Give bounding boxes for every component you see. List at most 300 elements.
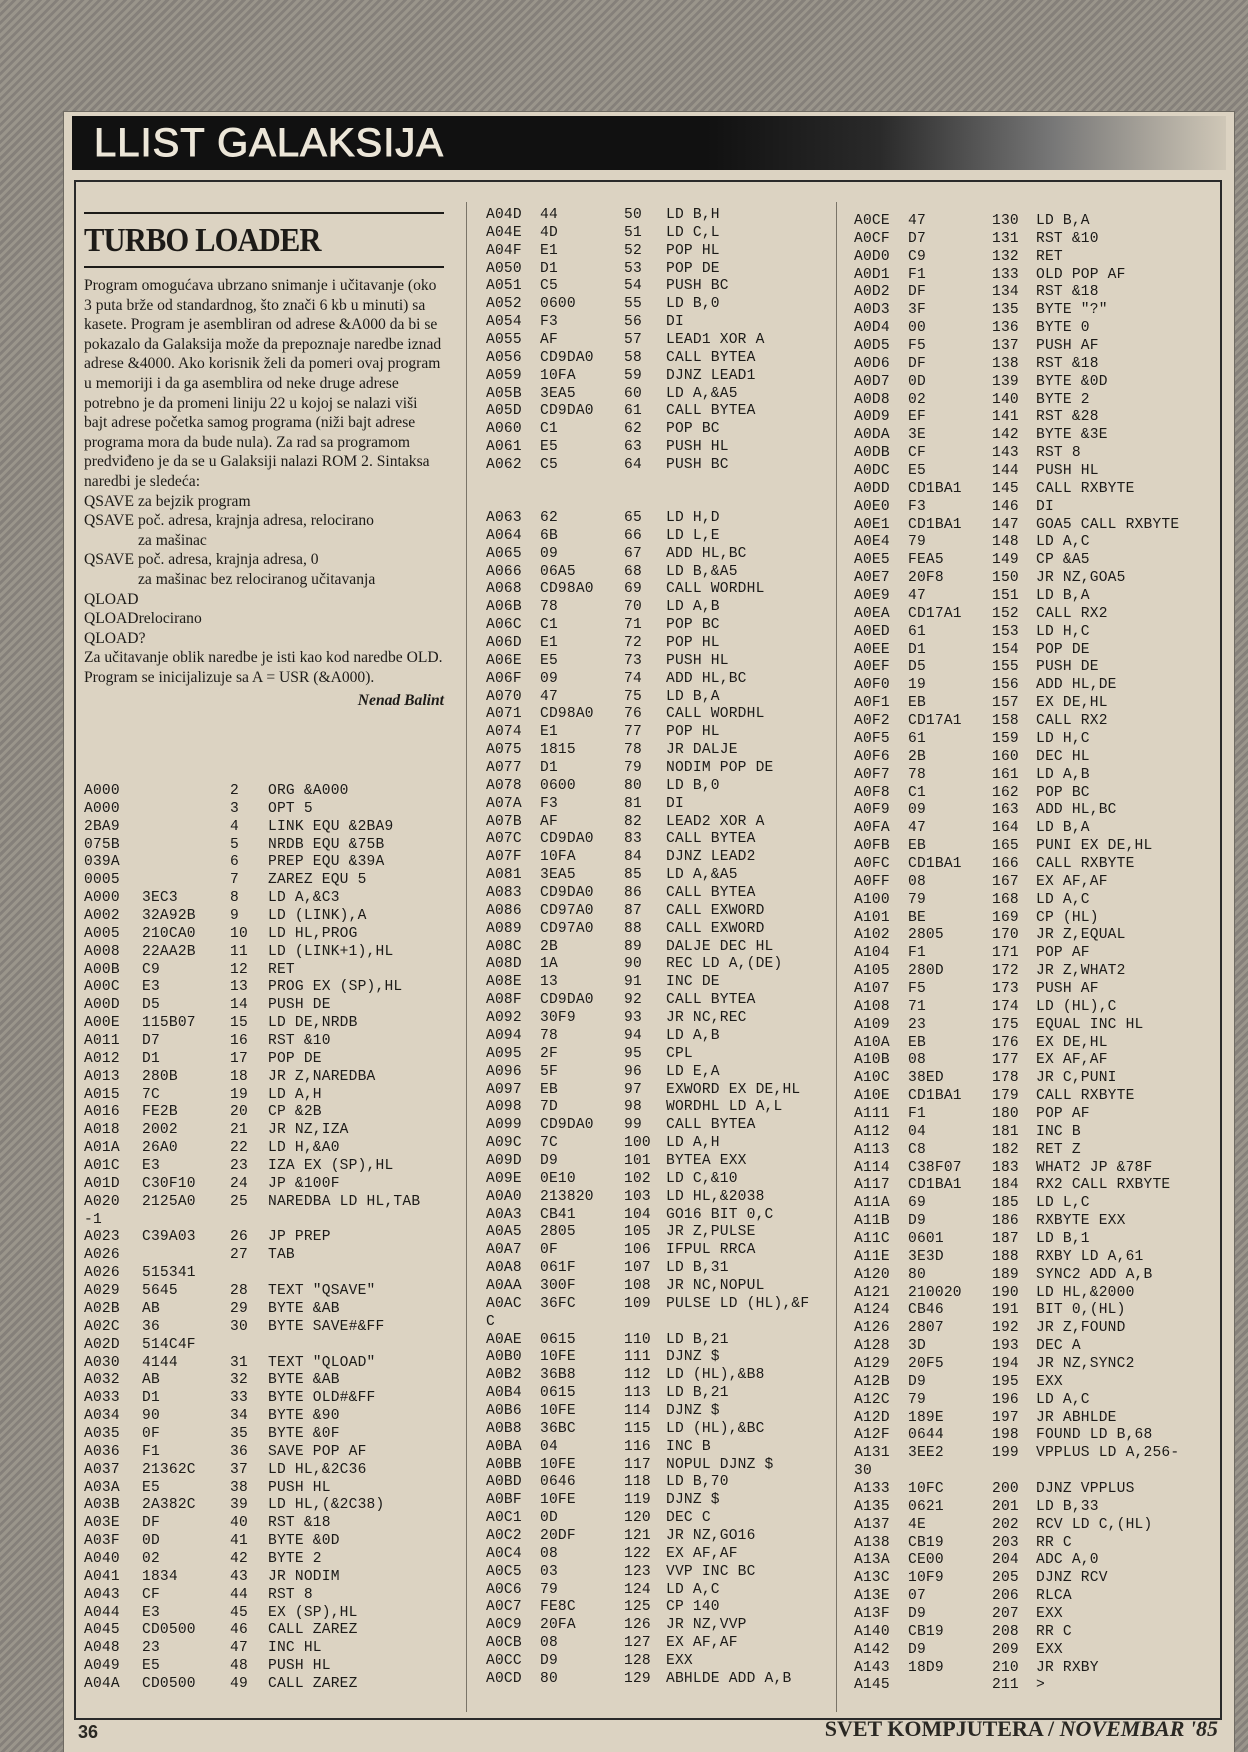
- line-address: A097: [486, 1081, 522, 1098]
- listing-line: [854, 963, 1179, 981]
- listing-line: [486, 1510, 809, 1528]
- listing-line: [486, 1082, 809, 1100]
- line-address: A0E1: [854, 516, 890, 533]
- listing-line: [486, 1349, 809, 1367]
- line-number: 94: [624, 1027, 642, 1044]
- line-address: A0BD: [486, 1474, 522, 1491]
- line-source: POP DE: [1036, 641, 1090, 658]
- line-opcode: 213820: [540, 1188, 594, 1205]
- listing-line: [84, 1051, 420, 1069]
- line-source: NRDB EQU &75B: [268, 836, 385, 853]
- listing-line: [486, 564, 809, 582]
- line-number: 89: [624, 938, 642, 955]
- line-source: POP AF: [1036, 945, 1090, 962]
- line-opcode: 3E: [908, 427, 926, 444]
- line-source: ABHLDE ADD A,B: [666, 1670, 792, 1687]
- listing-line: [486, 1474, 809, 1492]
- listing-line: [486, 1599, 809, 1617]
- line-number: 49: [230, 1675, 248, 1692]
- listing-line: [84, 1301, 420, 1319]
- line-source: EXX: [666, 1653, 693, 1669]
- line-address: A016: [84, 1104, 120, 1121]
- line-address: A050: [486, 260, 522, 277]
- line-address: A0E9: [854, 588, 890, 605]
- line-source: JR Z,EQUAL: [1036, 927, 1126, 944]
- line-number: 120: [624, 1510, 651, 1527]
- listing-line: [854, 910, 1179, 928]
- line-source: CALL EXWORD: [666, 902, 765, 919]
- listing-line: [854, 1035, 1179, 1053]
- line-opcode: 02: [908, 391, 926, 408]
- line-address: A09D: [486, 1152, 522, 1169]
- issue-date: NOVEMBAR '85: [1059, 1716, 1218, 1741]
- line-address: A111: [854, 1105, 890, 1122]
- line-source: DJNZ LEAD1: [666, 367, 756, 384]
- line-address: A114: [854, 1159, 890, 1176]
- line-opcode: CD9DA0: [540, 403, 594, 420]
- line-source: TEXT "QLOAD": [268, 1354, 376, 1371]
- listing-line: [854, 1535, 1179, 1553]
- listing-column-3: [854, 213, 1179, 1695]
- line-address: A051: [486, 278, 522, 295]
- line-number: 114: [624, 1402, 651, 1419]
- line-opcode: 515341: [142, 1265, 196, 1282]
- line-address: A0FB: [854, 838, 890, 855]
- line-source: LD (LINK),A: [268, 908, 367, 925]
- listing-line: [854, 463, 1179, 481]
- line-number: 110: [624, 1331, 651, 1348]
- line-source: CALL RX2: [1036, 713, 1108, 730]
- line-address: A089: [486, 920, 522, 937]
- listing-line: [854, 1374, 1179, 1392]
- line-opcode: CD17A1: [908, 605, 962, 622]
- line-address: A109: [854, 1016, 890, 1033]
- line-address: 30: [854, 1463, 872, 1480]
- line-opcode: 0600: [540, 296, 576, 313]
- line-address: A113: [854, 1141, 890, 1158]
- syntax-command: QSAVE: [84, 492, 134, 510]
- line-opcode: 20F8: [908, 570, 944, 587]
- line-number: 59: [624, 367, 642, 384]
- line-address: A03B: [84, 1497, 120, 1514]
- line-number: 13: [230, 979, 248, 996]
- listing-line: [854, 1213, 1179, 1231]
- line-source: LD H,&A0: [268, 1140, 340, 1157]
- line-number: 82: [624, 813, 642, 830]
- line-opcode: 32A92B: [142, 908, 196, 925]
- line-number: 168: [992, 891, 1019, 908]
- line-address: A0FA: [854, 820, 890, 837]
- line-source: GO16 BIT 0,C: [666, 1206, 774, 1223]
- line-address: A040: [84, 1550, 120, 1567]
- line-address: A104: [854, 945, 890, 962]
- line-address: A026: [84, 1265, 120, 1282]
- line-address: A13A: [854, 1552, 890, 1569]
- line-opcode: EF: [908, 409, 926, 426]
- line-source: CALL RX2: [1036, 605, 1108, 622]
- line-number: 147: [992, 516, 1019, 533]
- line-address: A075: [486, 742, 522, 759]
- line-address: A00D: [84, 997, 120, 1014]
- line-address: 0005: [84, 872, 120, 889]
- line-source: RXBY LD A,61: [1036, 1248, 1144, 1265]
- line-opcode: 08: [908, 873, 926, 890]
- line-number: 119: [624, 1492, 651, 1509]
- line-opcode: 7C: [540, 1135, 558, 1152]
- line-address: A10E: [854, 1088, 890, 1105]
- listing-line: [486, 956, 809, 974]
- line-opcode: 07: [908, 1588, 926, 1605]
- line-number: 124: [624, 1581, 651, 1598]
- line-address: A0CB: [486, 1635, 522, 1652]
- line-number: 25: [230, 1193, 248, 1210]
- magazine-page: [64, 112, 1234, 1752]
- line-address: A04D: [486, 207, 522, 223]
- line-opcode: 0600: [540, 777, 576, 794]
- line-address: A0B2: [486, 1367, 522, 1384]
- listing-line: [486, 386, 765, 404]
- listing-line: [486, 1189, 809, 1207]
- column-divider-2: [836, 202, 837, 1712]
- line-address: A0B0: [486, 1349, 522, 1366]
- line-address: A012: [84, 1050, 120, 1067]
- listing-column-2-top: [486, 207, 765, 475]
- listing-line: [854, 517, 1179, 535]
- line-opcode: CD9DA0: [540, 1117, 594, 1134]
- line-opcode: 115B07: [142, 1015, 196, 1032]
- line-number: 165: [992, 838, 1019, 855]
- line-source: WHAT2 JP &78F: [1036, 1159, 1153, 1176]
- listing-line: [486, 635, 809, 653]
- line-source: LD HL,&2000: [1036, 1284, 1135, 1301]
- listing-line: [854, 1124, 1179, 1142]
- line-number: 43: [230, 1568, 248, 1585]
- line-source: LD A,B: [1036, 766, 1090, 783]
- line-address: A133: [854, 1481, 890, 1498]
- line-opcode: E1: [540, 724, 558, 741]
- line-source: INC DE: [666, 974, 720, 991]
- line-source: CALL BYTEA: [666, 885, 756, 902]
- line-opcode: CE00: [908, 1552, 944, 1569]
- line-opcode: [908, 1463, 992, 1481]
- line-number: 122: [624, 1545, 651, 1562]
- line-source: LD B,0: [666, 296, 720, 313]
- listing-line: [84, 1158, 420, 1176]
- line-source: LD B,21: [666, 1385, 729, 1402]
- listing-line: [84, 872, 420, 890]
- line-number: 65: [624, 510, 642, 526]
- line-number: 157: [992, 695, 1019, 712]
- line-opcode: F5: [908, 338, 926, 355]
- listing-line: [486, 1564, 809, 1582]
- line-opcode: 2805: [540, 1224, 576, 1241]
- listing-line: [486, 243, 765, 261]
- line-address: A048: [84, 1640, 120, 1657]
- line-source: LD A,H: [268, 1086, 322, 1103]
- listing-line: [486, 368, 765, 386]
- listing-line: [854, 892, 1179, 910]
- line-opcode: D9: [908, 1606, 926, 1623]
- line-address: A13E: [854, 1588, 890, 1605]
- line-source: CALL ZAREZ: [268, 1622, 358, 1639]
- line-source: EX AF,AF: [1036, 1052, 1108, 1069]
- line-source: JR NC,NOPUL: [666, 1277, 765, 1294]
- line-source: NODIM POP DE: [666, 760, 774, 777]
- line-source: DI: [666, 314, 684, 331]
- line-source: BYTE &0D: [268, 1533, 340, 1550]
- line-address: A0B4: [486, 1385, 522, 1402]
- line-source: SYNC2 ADD A,B: [1036, 1266, 1153, 1283]
- line-opcode: 2805: [908, 927, 944, 944]
- line-number: 55: [624, 296, 642, 313]
- listing-line: [84, 979, 420, 997]
- line-opcode: AB: [142, 1372, 160, 1389]
- line-opcode: 47: [908, 588, 926, 605]
- line-opcode: D9: [908, 1641, 926, 1658]
- line-source: POP AF: [1036, 1105, 1090, 1122]
- line-source: POP BC: [666, 617, 720, 634]
- line-number: 156: [992, 677, 1019, 694]
- line-opcode: CD9DA0: [540, 992, 594, 1009]
- line-opcode: 10FA: [540, 367, 576, 384]
- line-address: A018: [84, 1122, 120, 1139]
- line-number: 187: [992, 1230, 1019, 1247]
- line-number: 197: [992, 1409, 1019, 1426]
- line-number: 11: [230, 943, 248, 960]
- line-address: A112: [854, 1123, 890, 1140]
- line-address: A06B: [486, 599, 522, 616]
- line-address: A045: [84, 1622, 120, 1639]
- line-address: A0D9: [854, 409, 890, 426]
- line-opcode: CF: [142, 1586, 160, 1603]
- line-address: A0BF: [486, 1492, 522, 1509]
- line-opcode: FE8C: [540, 1599, 576, 1616]
- line-address: A140: [854, 1623, 890, 1640]
- line-source: EXX: [1036, 1606, 1063, 1623]
- line-source: LD A,C: [1036, 534, 1090, 551]
- listing-line: [486, 1224, 809, 1242]
- line-opcode: CD1BA1: [908, 1088, 962, 1105]
- line-opcode: 00: [908, 320, 926, 337]
- line-source: ADD HL,BC: [1036, 802, 1117, 819]
- line-source: LD A,H: [666, 1135, 720, 1152]
- line-number: 19: [230, 1086, 248, 1103]
- line-source: CPL: [666, 1045, 693, 1062]
- syntax-row: [84, 511, 444, 531]
- line-address: A074: [486, 724, 522, 741]
- line-source: REC LD A,(DE): [666, 956, 783, 973]
- line-opcode: 0D: [142, 1533, 160, 1550]
- listing-line: [854, 695, 1179, 713]
- line-source: BYTE &90: [268, 1408, 340, 1425]
- line-source: JR NZ,SYNC2: [1036, 1356, 1135, 1372]
- listing-line: [84, 1033, 420, 1051]
- line-opcode: 3D: [908, 1338, 926, 1355]
- listing-line: [486, 760, 809, 778]
- listing-line: [84, 1480, 420, 1498]
- line-number: 85: [624, 867, 642, 884]
- line-address: A03E: [84, 1515, 120, 1532]
- line-opcode: CD97A0: [540, 902, 594, 919]
- line-opcode: C30F10: [142, 1175, 196, 1192]
- line-address: A117: [854, 1177, 890, 1194]
- line-opcode: BE: [908, 909, 926, 926]
- line-opcode: 04: [540, 1438, 558, 1455]
- line-address: A000: [84, 783, 120, 799]
- line-number: 42: [230, 1550, 248, 1567]
- line-opcode: CD98A0: [540, 706, 594, 723]
- line-address: A129: [854, 1356, 890, 1372]
- line-number: 167: [992, 873, 1019, 890]
- line-number: 208: [992, 1623, 1019, 1640]
- line-source: GOA5 CALL RXBYTE: [1036, 516, 1180, 533]
- line-source: RST 8: [268, 1586, 313, 1603]
- line-number: 39: [230, 1497, 248, 1514]
- line-number: 41: [230, 1533, 248, 1550]
- line-address: A0F1: [854, 695, 890, 712]
- line-source: DALJE DEC HL: [666, 938, 774, 955]
- line-address: A0D3: [854, 302, 890, 319]
- line-opcode: 0615: [540, 1385, 576, 1402]
- line-number: 200: [992, 1481, 1019, 1498]
- line-address: A0AE: [486, 1331, 522, 1348]
- line-opcode: 10FE: [540, 1492, 576, 1509]
- line-address: A0D6: [854, 355, 890, 372]
- line-address: A145: [854, 1677, 890, 1694]
- line-opcode: [142, 783, 230, 801]
- line-source: RST 8: [1036, 445, 1081, 462]
- line-address: A036: [84, 1443, 120, 1460]
- listing-line: [84, 837, 420, 855]
- listing-line: [854, 1052, 1179, 1070]
- listing-line: [486, 1421, 809, 1439]
- line-opcode: E5: [540, 652, 558, 669]
- line-opcode: 79: [908, 1391, 926, 1408]
- line-number: 183: [992, 1159, 1019, 1176]
- line-address: A056: [486, 349, 522, 366]
- line-opcode: D7: [142, 1033, 160, 1050]
- line-address: A029: [84, 1283, 120, 1300]
- line-opcode: 18D9: [908, 1659, 944, 1676]
- line-address: A00C: [84, 979, 120, 996]
- syntax-command: QSAVE: [84, 551, 134, 569]
- line-number: [992, 1463, 1036, 1481]
- line-opcode: CD17A1: [908, 713, 962, 730]
- line-number: 46: [230, 1622, 248, 1639]
- line-number: 134: [992, 284, 1019, 301]
- line-address: A08C: [486, 938, 522, 955]
- line-opcode: E5: [540, 439, 558, 456]
- line-source: EXWORD EX DE,HL: [666, 1081, 801, 1098]
- line-number: 129: [624, 1670, 651, 1687]
- title-rule-bottom: [84, 266, 444, 268]
- line-opcode: [908, 1677, 992, 1695]
- line-number: 50: [624, 207, 642, 223]
- line-number: 67: [624, 545, 642, 562]
- line-opcode: E1: [540, 242, 558, 259]
- line-address: -1: [84, 1211, 102, 1228]
- line-address: A02D: [84, 1336, 120, 1353]
- listing-line: [486, 510, 809, 528]
- line-source: DEC A: [1036, 1338, 1081, 1355]
- line-source: JP &100F: [268, 1175, 340, 1192]
- listing-line: [854, 427, 1179, 445]
- line-opcode: C39A03: [142, 1229, 196, 1246]
- line-opcode: DF: [908, 284, 926, 301]
- listing-line: [854, 1249, 1179, 1267]
- line-number: 209: [992, 1641, 1019, 1658]
- line-source: PUSH BC: [666, 278, 729, 295]
- line-address: A078: [486, 777, 522, 794]
- line-source: DI: [1036, 498, 1054, 515]
- line-opcode: 0D: [540, 1510, 558, 1527]
- listing-line: [84, 1515, 420, 1533]
- line-number: 15: [230, 1015, 248, 1032]
- line-number: 204: [992, 1552, 1019, 1569]
- line-opcode: 4D: [540, 224, 558, 241]
- line-number: 179: [992, 1088, 1019, 1105]
- line-address: A12B: [854, 1373, 890, 1390]
- listing-line: [486, 1653, 809, 1671]
- line-number: 72: [624, 635, 642, 652]
- listing-line: [486, 903, 809, 921]
- line-source: POP BC: [1036, 784, 1090, 801]
- line-address: A120: [854, 1266, 890, 1283]
- line-opcode: 36BC: [540, 1420, 576, 1437]
- line-source: CP &2B: [268, 1104, 322, 1121]
- line-opcode: 62: [540, 510, 558, 526]
- line-source: EX AF,AF: [666, 1545, 738, 1562]
- line-source: ADD HL,DE: [1036, 677, 1117, 694]
- line-address: A0D4: [854, 320, 890, 337]
- line-source: EX DE,HL: [1036, 1034, 1108, 1051]
- listing-line: [84, 962, 420, 980]
- listing-line: [854, 1302, 1179, 1320]
- line-address: A04A: [84, 1675, 120, 1692]
- line-source: JP PREP: [268, 1229, 331, 1246]
- line-address: A0F7: [854, 766, 890, 783]
- listing-column-2-bottom: [486, 510, 809, 1689]
- line-address: A03F: [84, 1533, 120, 1550]
- line-opcode: 47: [540, 688, 558, 705]
- syntax-command: QSAVE: [84, 512, 134, 530]
- line-source: BYTE SAVE#&FF: [268, 1318, 385, 1335]
- line-number: 22: [230, 1140, 248, 1157]
- line-address: A02C: [84, 1318, 120, 1335]
- line-source: INC B: [1036, 1123, 1081, 1140]
- line-source: LD A,C: [666, 1581, 720, 1598]
- line-opcode: D9: [540, 1152, 558, 1169]
- listing-line: [486, 278, 765, 296]
- line-number: 71: [624, 617, 642, 634]
- line-source: LD H,C: [1036, 623, 1090, 640]
- listing-line: [486, 599, 809, 617]
- line-number: 210: [992, 1659, 1019, 1676]
- syntax-description: za bejzik program: [138, 492, 251, 510]
- line-address: A071: [486, 706, 522, 723]
- line-source: LD A,B: [666, 1027, 720, 1044]
- listing-line: [84, 1212, 420, 1230]
- line-opcode: CD97A0: [540, 920, 594, 937]
- line-number: 190: [992, 1284, 1019, 1301]
- line-number: 105: [624, 1224, 651, 1241]
- listing-line: [854, 802, 1179, 820]
- listing-line: [854, 1320, 1179, 1338]
- line-address: 039A: [84, 854, 120, 871]
- line-address: A0B6: [486, 1402, 522, 1419]
- line-source: JR NZ,VVP: [666, 1617, 747, 1634]
- listing-line: [486, 1385, 809, 1403]
